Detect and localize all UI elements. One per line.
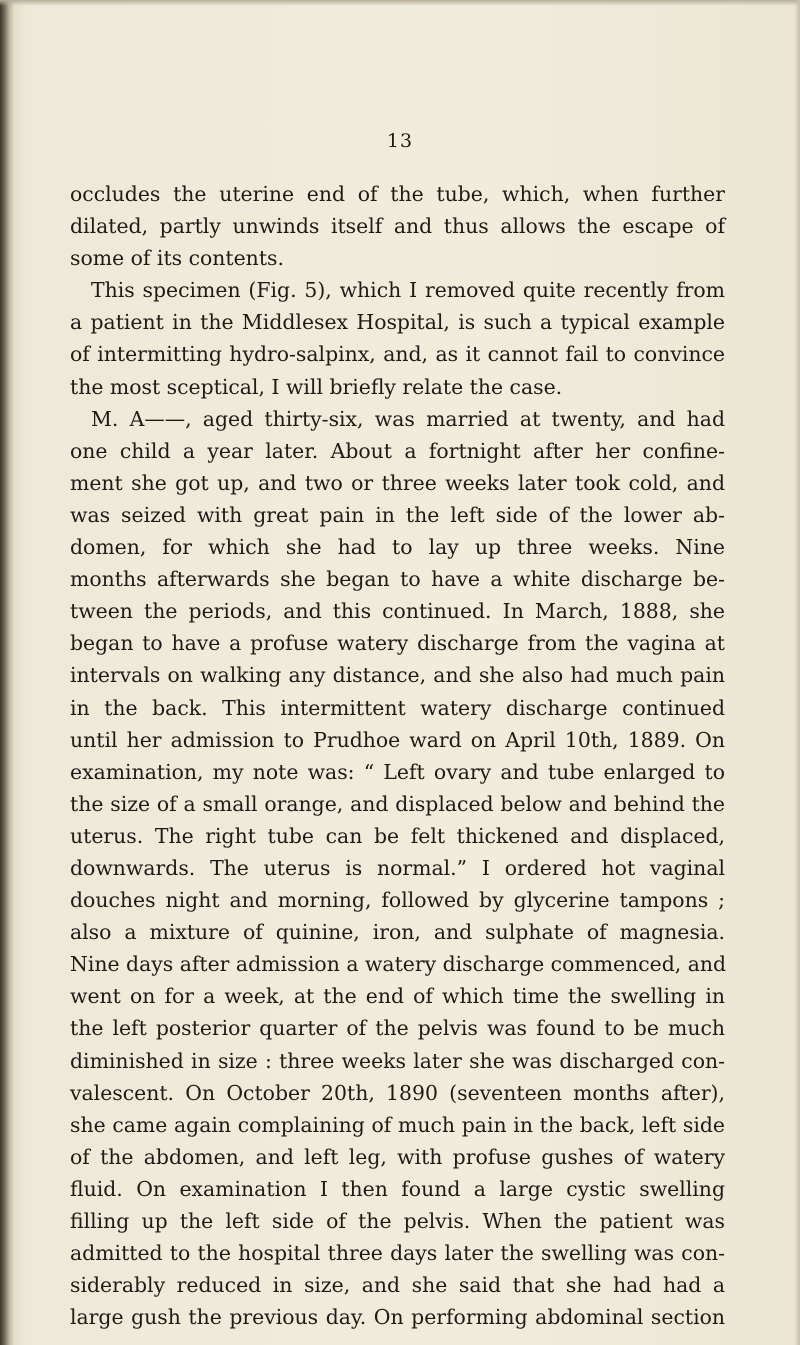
text-line: of intermitting hydro-salpinx, and, as it cannot fail to convince (70, 342, 725, 367)
text-line: occludes the uterine end of the tube, which, when further (70, 182, 725, 206)
text-line: siderably reduced in size, and she said that she had had a (70, 1273, 725, 1298)
text-line: douches night and morning, followed by glycerine tampons ; (70, 888, 725, 913)
text-line: filling up the left side of the pelvis. When the patient was (70, 1209, 725, 1233)
text-line: valescent. On October 20th, 1890 (seventeen months after), (70, 1080, 725, 1105)
text-line: examination, my note was: “ Left ovary and tube enlarged to (70, 759, 725, 784)
text-line: M. A——, aged thirty-six, was married at twenty, and had (91, 406, 725, 431)
text-line: one child a year later. About a fortnight after her confine- (70, 438, 725, 463)
text-line: large gush the previous day. On performing abdominal section (70, 1305, 725, 1330)
text-line: uterus. The right tube can be felt thickened and displaced, (70, 823, 725, 848)
text-line: months afterwards she began to have a white discharge be- (70, 567, 725, 592)
text-line: fluid. On examination I then found a large cystic swelling (70, 1176, 725, 1201)
text-line: the left posterior quarter of the pelvis was found to be much (70, 1016, 725, 1041)
text-line: downwards. The uterus is normal.” I ordered hot vaginal (70, 855, 725, 880)
text-line: some of its contents. (70, 246, 284, 271)
page-top-edge (0, 0, 800, 6)
body-text (70, 178, 725, 1333)
text-line: of the abdomen, and left leg, with profuse gushes of watery (70, 1144, 725, 1169)
text-line: a patient in the Middlesex Hospital, is such a typical example (70, 310, 725, 335)
text-line: until her admission to Prudhoe ward on April 10th, 1889. On (70, 727, 725, 752)
text-line: the size of a small orange, and displaced below and behind the (70, 791, 725, 816)
page-number: 13 (386, 130, 414, 152)
page-right-edge (794, 0, 800, 1345)
text-line: intervals on walking any distance, and she also had much pain (70, 663, 725, 688)
binding-edge (0, 0, 14, 1345)
text-line: in the back. This intermittent watery discharge continued (70, 695, 725, 720)
text-line: went on for a week, at the end of which time the swelling in (70, 984, 725, 1009)
text-line: she came again complaining of much pain in the back, left side (70, 1112, 725, 1137)
text-line: ment she got up, and two or three weeks later took cold, and (70, 470, 725, 495)
text-line: domen, for which she had to lay up three weeks. Nine (70, 535, 725, 560)
text-line: the most sceptical, I will briefly relate the case. (70, 374, 563, 399)
text-line: admitted to the hospital three days later the swelling was con- (70, 1241, 725, 1266)
text-line: dilated, partly unwinds itself and thus allows the escape of (70, 214, 725, 239)
text-line: also a mixture of quinine, iron, and sulphate of magnesia. (70, 920, 725, 945)
text-line: was seized with great pain in the left side of the lower ab- (70, 502, 725, 527)
text-line: diminished in size : three weeks later she was discharged con- (70, 1048, 725, 1073)
text-line: began to have a profuse watery discharge from the vagina at (70, 631, 725, 656)
text-line: This specimen (Fig. 5), which I removed quite recently from (91, 278, 725, 303)
text-line: Nine days after admission a watery discharge commenced, and (70, 952, 727, 977)
text-line: tween the periods, and this continued. In March, 1888, she (70, 599, 725, 624)
